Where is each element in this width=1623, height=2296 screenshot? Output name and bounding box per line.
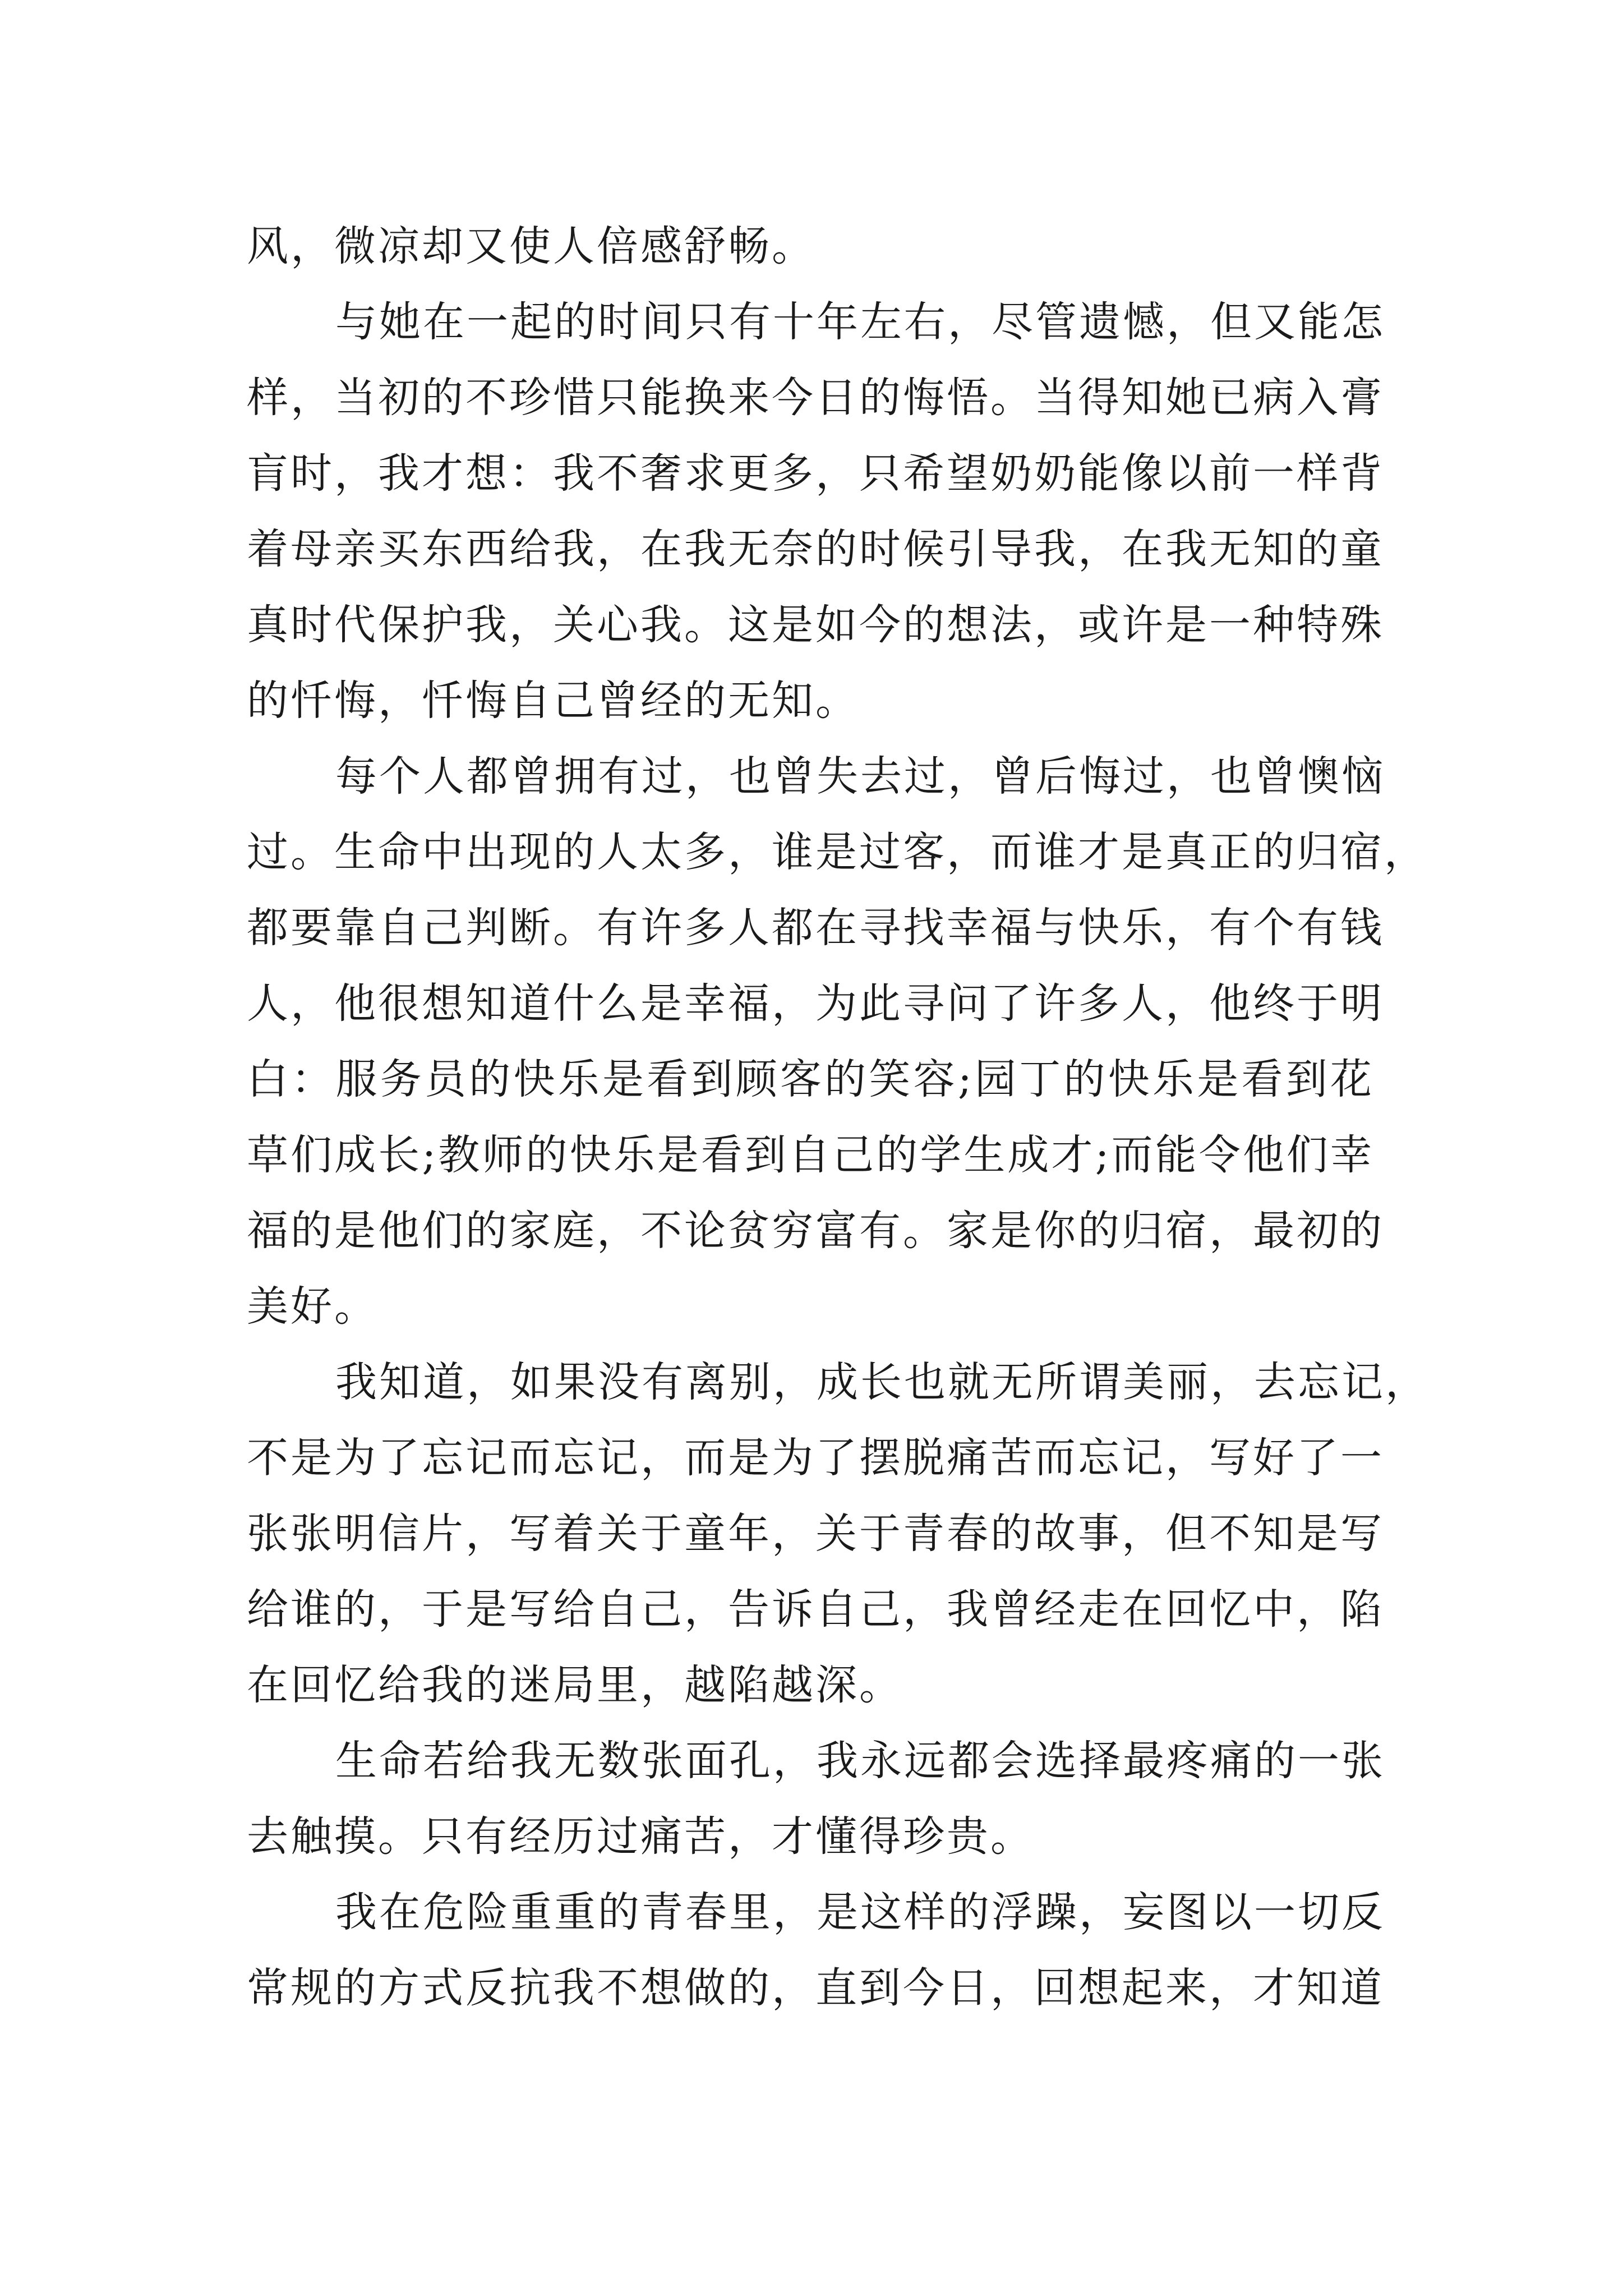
text-line: 给谁的，于是写给自己，告诉自己，我曾经走在回忆中，陷 xyxy=(247,1585,1384,1634)
text-line: 真时代保护我，关心我。这是如今的想法，或许是一种特殊 xyxy=(247,601,1384,649)
text-line: 我知道，如果没有离别，成长也就无所谓美丽，去忘记， xyxy=(335,1358,1429,1406)
text-line: 风，微凉却又使人倍感舒畅。 xyxy=(247,222,815,270)
paragraph-5 xyxy=(247,1723,1385,1875)
paragraph-6 xyxy=(247,1875,1385,2026)
text-line: 我在危险重重的青春里，是这样的浮躁，妄图以一切反 xyxy=(335,1888,1385,1936)
text-line: 不是为了忘记而忘记，而是为了摆脱痛苦而忘记，写好了一 xyxy=(247,1434,1384,1482)
text-line: 着母亲买东西给我，在我无奈的时候引导我，在我无知的童 xyxy=(247,525,1384,573)
document-body xyxy=(247,209,1429,2026)
text-line: 人，他很想知道什么是幸福，为此寻问了许多人，他终于明 xyxy=(247,979,1384,1028)
text-line: 都要靠自己判断。有许多人都在寻找幸福与快乐，有个有钱 xyxy=(247,904,1384,952)
text-line: 张张明信片，写着关于童年，关于青春的故事，但不知是写 xyxy=(247,1510,1384,1558)
text-line: 生命若给我无数张面孔，我永远都会选择最疼痛的一张 xyxy=(335,1737,1385,1785)
text-line: 的忏悔，忏悔自己曾经的无知。 xyxy=(247,677,859,725)
paragraph-1 xyxy=(247,209,1374,284)
text-line: 去触摸。只有经历过痛苦，才懂得珍贵。 xyxy=(247,1812,1034,1861)
text-line: 在回忆给我的迷局里，越陷越深。 xyxy=(247,1661,903,1709)
text-line: 白：服务员的快乐是看到顾客的笑容;园丁的快乐是看到花 xyxy=(247,1055,1374,1103)
text-line: 福的是他们的家庭，不论贫穷富有。家是你的归宿，最初的 xyxy=(247,1207,1384,1255)
text-line: 肓时，我才想：我不奢求更多，只希望奶奶能像以前一样背 xyxy=(247,449,1384,498)
text-line: 与她在一起的时间只有十年左右，尽管遗憾，但又能怎 xyxy=(335,298,1385,346)
text-line: 草们成长;教师的快乐是看到自己的学生成才;而能令他们幸 xyxy=(247,1131,1374,1179)
text-line: 常规的方式反抗我不想做的，直到今日，回想起来，才知道 xyxy=(247,1964,1384,2012)
text-line: 样，当初的不珍惜只能换来今日的悔悟。当得知她已病入膏 xyxy=(247,374,1384,422)
paragraph-3 xyxy=(247,739,1428,1345)
text-line: 每个人都曾拥有过，也曾失去过，曾后悔过，也曾懊恼 xyxy=(335,752,1385,800)
text-line: 过。生命中出现的人太多，谁是过客，而谁才是真正的归宿， xyxy=(247,828,1428,876)
text-line: 美好。 xyxy=(247,1282,378,1331)
paragraph-4 xyxy=(247,1345,1429,1723)
paragraph-2 xyxy=(247,284,1385,739)
